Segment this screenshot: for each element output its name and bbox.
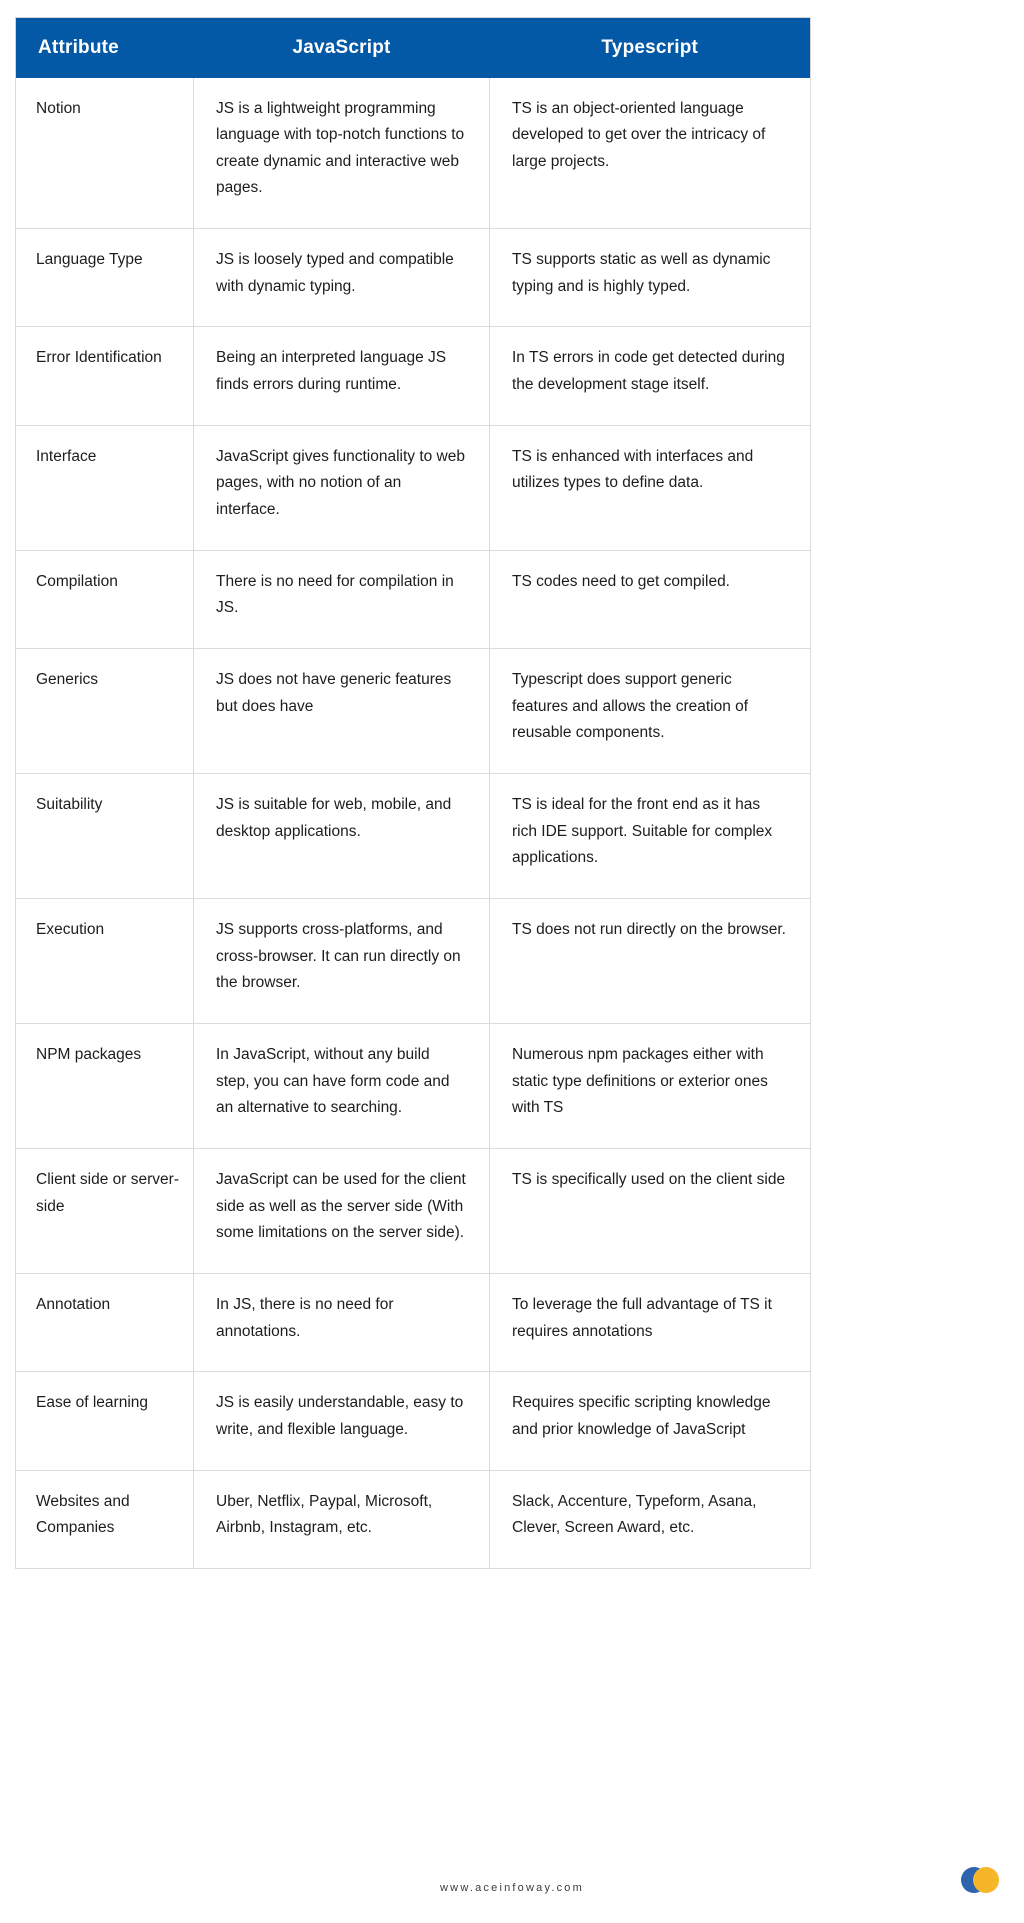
cell-attribute: Generics — [16, 649, 194, 774]
comparison-table-container — [15, 17, 810, 1569]
cell-attribute: Client side or server-side — [16, 1148, 194, 1273]
cell-typescript: To leverage the full advantage of TS it requires annotations — [490, 1273, 811, 1371]
cell-attribute: Interface — [16, 425, 194, 550]
cell-attribute: Notion — [16, 78, 194, 229]
table-row — [16, 774, 811, 899]
cell-typescript: Typescript does support generic features and allows the creation of reusable components. — [490, 649, 811, 774]
cell-javascript: Being an interpreted language JS finds errors during runtime. — [194, 327, 490, 425]
page-footer — [0, 1878, 1024, 1896]
cell-typescript: TS does not run directly on the browser. — [490, 898, 811, 1023]
cell-typescript: In TS errors in code get detected during the development stage itself. — [490, 327, 811, 425]
ace-infoway-logo-icon — [957, 1865, 1003, 1895]
cell-typescript: Numerous npm packages either with static type definitions or exterior ones with TS — [490, 1023, 811, 1148]
cell-attribute: Ease of learning — [16, 1372, 194, 1470]
table-row — [16, 1148, 811, 1273]
table-row — [16, 649, 811, 774]
table-row — [16, 327, 811, 425]
table-row — [16, 229, 811, 327]
site-url-text: www.aceinfoway.com — [440, 1882, 584, 1894]
cell-javascript: There is no need for compilation in JS. — [194, 550, 490, 648]
cell-javascript: JavaScript can be used for the client side as well as the server side (With some limitations on the server side). — [194, 1148, 490, 1273]
cell-javascript: JavaScript gives functionality to web pages, with no notion of an interface. — [194, 425, 490, 550]
cell-javascript: In JavaScript, without any build step, you can have form code and an alternative to searching. — [194, 1023, 490, 1148]
table-row — [16, 1372, 811, 1470]
column-header-javascript: JavaScript — [194, 18, 490, 78]
cell-javascript: JS is loosely typed and compatible with dynamic typing. — [194, 229, 490, 327]
cell-attribute: Compilation — [16, 550, 194, 648]
cell-typescript: TS is an object-oriented language developed to get over the intricacy of large projects. — [490, 78, 811, 229]
cell-javascript: In JS, there is no need for annotations. — [194, 1273, 490, 1371]
cell-javascript: JS is a lightweight programming language with top-notch functions to create dynamic and interactive web pages. — [194, 78, 490, 229]
column-header-typescript: Typescript — [490, 18, 811, 78]
cell-javascript: Uber, Netflix, Paypal, Microsoft, Airbnb, Instagram, etc. — [194, 1470, 490, 1568]
cell-attribute: Language Type — [16, 229, 194, 327]
cell-typescript: TS is ideal for the front end as it has rich IDE support. Suitable for complex applications. — [490, 774, 811, 899]
table-header-row — [16, 18, 811, 78]
cell-javascript: JS is easily understandable, easy to write, and flexible language. — [194, 1372, 490, 1470]
table-row — [16, 898, 811, 1023]
table-row — [16, 1273, 811, 1371]
js-vs-ts-comparison-table — [15, 17, 811, 1569]
cell-javascript: JS is suitable for web, mobile, and desktop applications. — [194, 774, 490, 899]
cell-javascript: JS supports cross-platforms, and cross-browser. It can run directly on the browser. — [194, 898, 490, 1023]
table-row — [16, 425, 811, 550]
cell-typescript: TS supports static as well as dynamic typing and is highly typed. — [490, 229, 811, 327]
cell-attribute: Suitability — [16, 774, 194, 899]
table-row — [16, 550, 811, 648]
table-row — [16, 78, 811, 229]
cell-typescript: Requires specific scripting knowledge and prior knowledge of JavaScript — [490, 1372, 811, 1470]
table-header — [16, 18, 811, 78]
cell-typescript: TS codes need to get compiled. — [490, 550, 811, 648]
cell-attribute: Error Identification — [16, 327, 194, 425]
cell-attribute: Websites and Companies — [16, 1470, 194, 1568]
cell-typescript: Slack, Accenture, Typeform, Asana, Clever, Screen Award, etc. — [490, 1470, 811, 1568]
column-header-attribute: Attribute — [16, 18, 194, 78]
table-body — [16, 78, 811, 1569]
cell-attribute: NPM packages — [16, 1023, 194, 1148]
cell-javascript: JS does not have generic features but does have — [194, 649, 490, 774]
table-row — [16, 1023, 811, 1148]
cell-attribute: Annotation — [16, 1273, 194, 1371]
cell-typescript: TS is specifically used on the client side — [490, 1148, 811, 1273]
cell-attribute: Execution — [16, 898, 194, 1023]
cell-typescript: TS is enhanced with interfaces and utilizes types to define data. — [490, 425, 811, 550]
table-row — [16, 1470, 811, 1568]
